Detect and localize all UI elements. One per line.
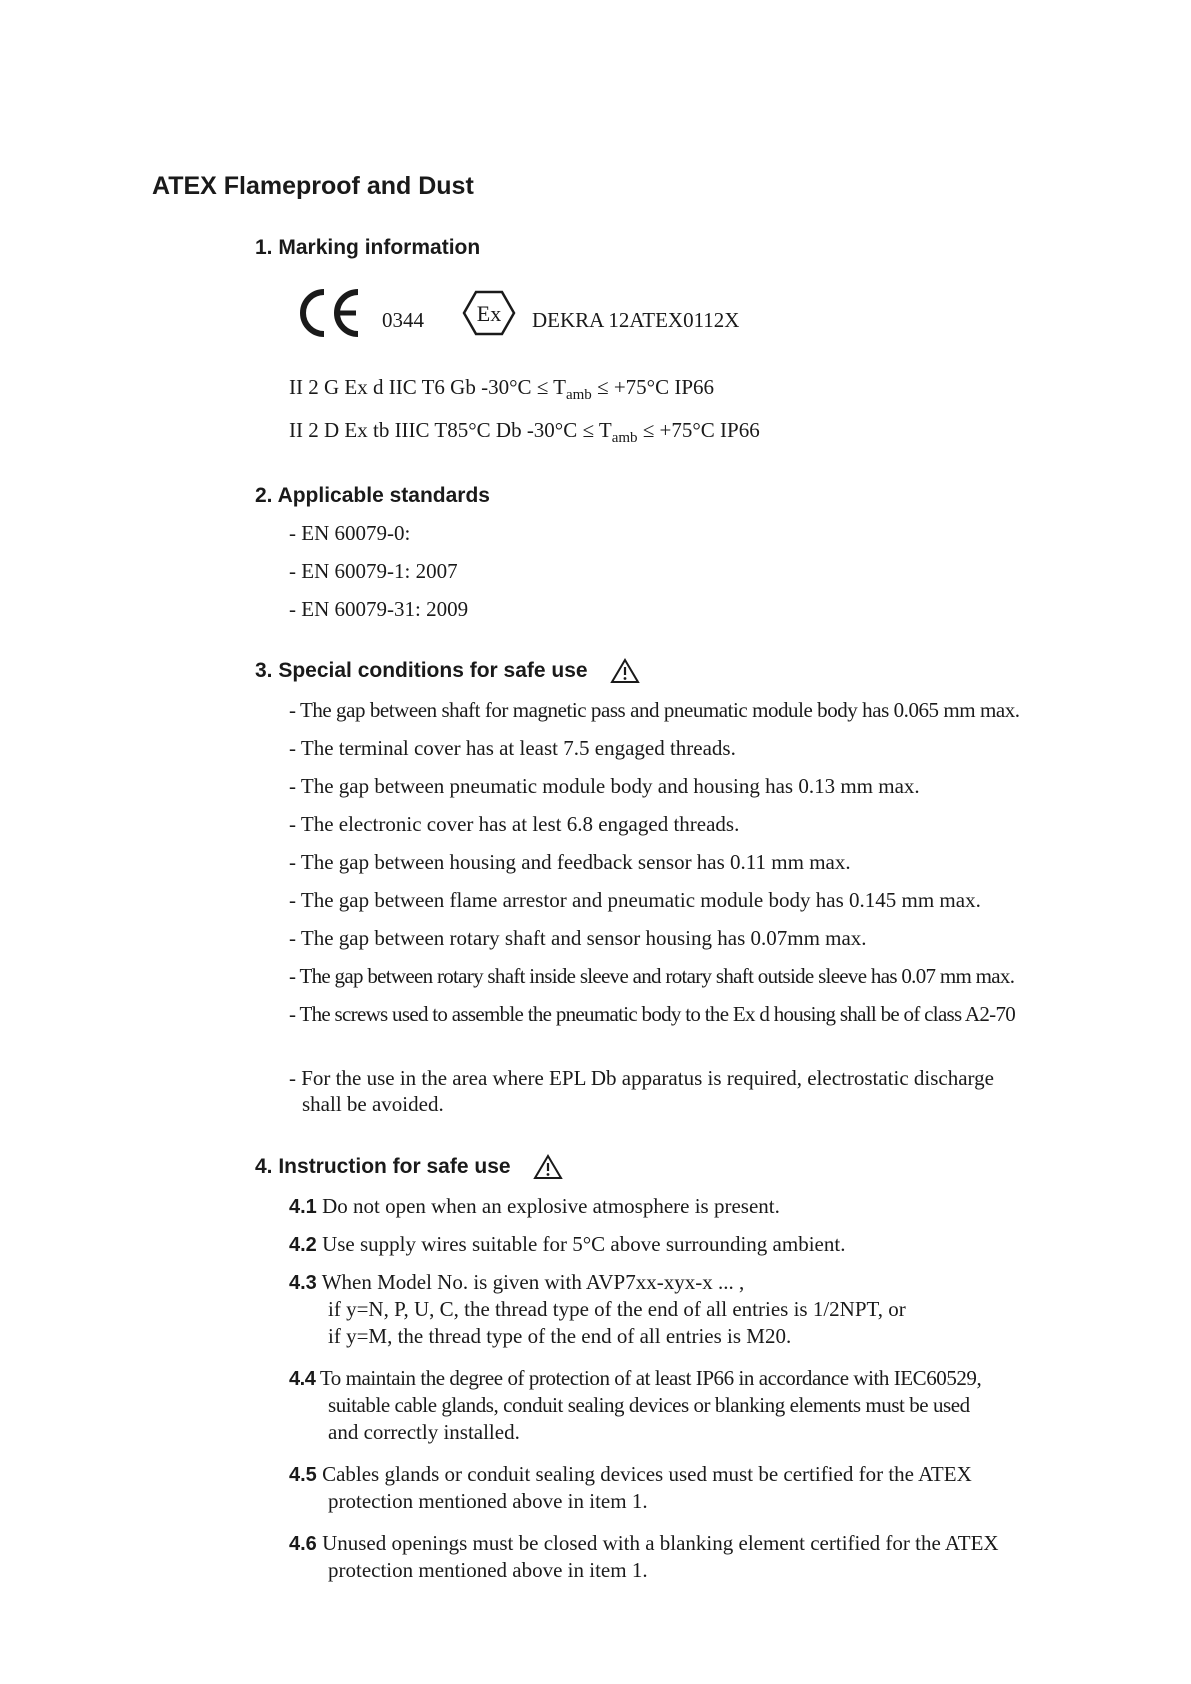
special-condition-item: - The electronic cover has at lest 6.8 engaged threads. bbox=[289, 812, 740, 836]
standard-item: - EN 60079-0: bbox=[289, 521, 411, 545]
instruction-4-5: 4.5 Cables glands or conduit sealing devices used must be certified for the ATEX bbox=[289, 1462, 972, 1486]
svg-text:Ex: Ex bbox=[476, 301, 502, 326]
ce-mark-icon bbox=[298, 288, 362, 338]
instruction-4-4-line-2: suitable cable glands, conduit sealing devices or blanking elements must be used bbox=[328, 1393, 970, 1417]
certificate-number: DEKRA 12ATEX0112X bbox=[532, 308, 740, 332]
special-condition-item: - The gap between pneumatic module body and housing has 0.13 mm max. bbox=[289, 774, 920, 798]
instruction-4-1: 4.1 Do not open when an explosive atmosphere is present. bbox=[289, 1194, 780, 1218]
section-heading-marking: 1. Marking information bbox=[255, 236, 481, 259]
section-heading-standards: 2. Applicable standards bbox=[255, 484, 490, 507]
instruction-4-3-line-3: if y=M, the thread type of the end of all entries is M20. bbox=[328, 1324, 792, 1348]
epl-note-line-2: shall be avoided. bbox=[302, 1092, 444, 1116]
instruction-4-5-line-2: protection mentioned above in item 1. bbox=[328, 1489, 648, 1513]
instruction-4-4: 4.4 To maintain the degree of protection of at least IP66 in accordance with IEC60529, bbox=[289, 1366, 982, 1390]
instruction-4-4-line-3: and correctly installed. bbox=[328, 1420, 520, 1444]
section-heading-instruction: 4. Instruction for safe use bbox=[255, 1154, 563, 1180]
special-condition-item: - The gap between housing and feedback sensor has 0.11 mm max. bbox=[289, 850, 851, 874]
special-condition-item: - The gap between flame arrestor and pneumatic module body has 0.145 mm max. bbox=[289, 888, 981, 912]
standard-item: - EN 60079-1: 2007 bbox=[289, 559, 458, 583]
marking-dust-line: II 2 D Ex tb IIIC T85°C Db $-30^\circ C \le T_{amb} \le +75^\circ C$ IP66 bbox=[289, 418, 760, 446]
standard-item: - EN 60079-31: 2009 bbox=[289, 597, 469, 621]
special-condition-item: - The gap between rotary shaft and sensor housing has 0.07mm max. bbox=[289, 926, 867, 950]
instruction-4-6: 4.6 Unused openings must be closed with a blanking element certified for the ATEX bbox=[289, 1531, 999, 1555]
notified-body-number: 0344 bbox=[382, 308, 424, 332]
special-condition-item: - The gap between rotary shaft inside sleeve and rotary shaft outside sleeve has 0.07 mm max. bbox=[289, 964, 1015, 988]
special-condition-item: - The gap between shaft for magnetic pass and pneumatic module body has 0.065 mm max. bbox=[289, 698, 1020, 722]
instruction-4-3: 4.3 When Model No. is given with AVP7xx-xyx-x ... , bbox=[289, 1270, 745, 1294]
instruction-4-2: 4.2 Use supply wires suitable for 5°C above surrounding ambient. bbox=[289, 1232, 846, 1256]
section-heading-special-conditions: 3. Special conditions for safe use bbox=[255, 658, 640, 684]
instruction-4-6-line-2: protection mentioned above in item 1. bbox=[328, 1558, 648, 1582]
epl-note-line-1: - For the use in the area where EPL Db apparatus is required, electrostatic discharge bbox=[289, 1066, 994, 1090]
special-condition-item: - The screws used to assemble the pneumatic body to the Ex d housing shall be of class A2-70 bbox=[289, 1002, 1016, 1026]
marking-gas-line: II 2 G Ex d IIC T6 Gb $-30^\circ C \le T_{amb} \le +75^\circ C$ IP66 bbox=[289, 375, 714, 403]
ex-hexagon-icon bbox=[462, 290, 516, 336]
special-condition-item: - The terminal cover has at least 7.5 engaged threads. bbox=[289, 736, 736, 760]
marking-symbols-row bbox=[298, 288, 898, 348]
page-title: ATEX Flameproof and Dust bbox=[152, 172, 474, 200]
instruction-4-3-line-2: if y=N, P, U, C, the thread type of the end of all entries is 1/2NPT, or bbox=[328, 1297, 906, 1321]
warning-icon bbox=[610, 658, 640, 684]
warning-icon bbox=[533, 1154, 563, 1180]
